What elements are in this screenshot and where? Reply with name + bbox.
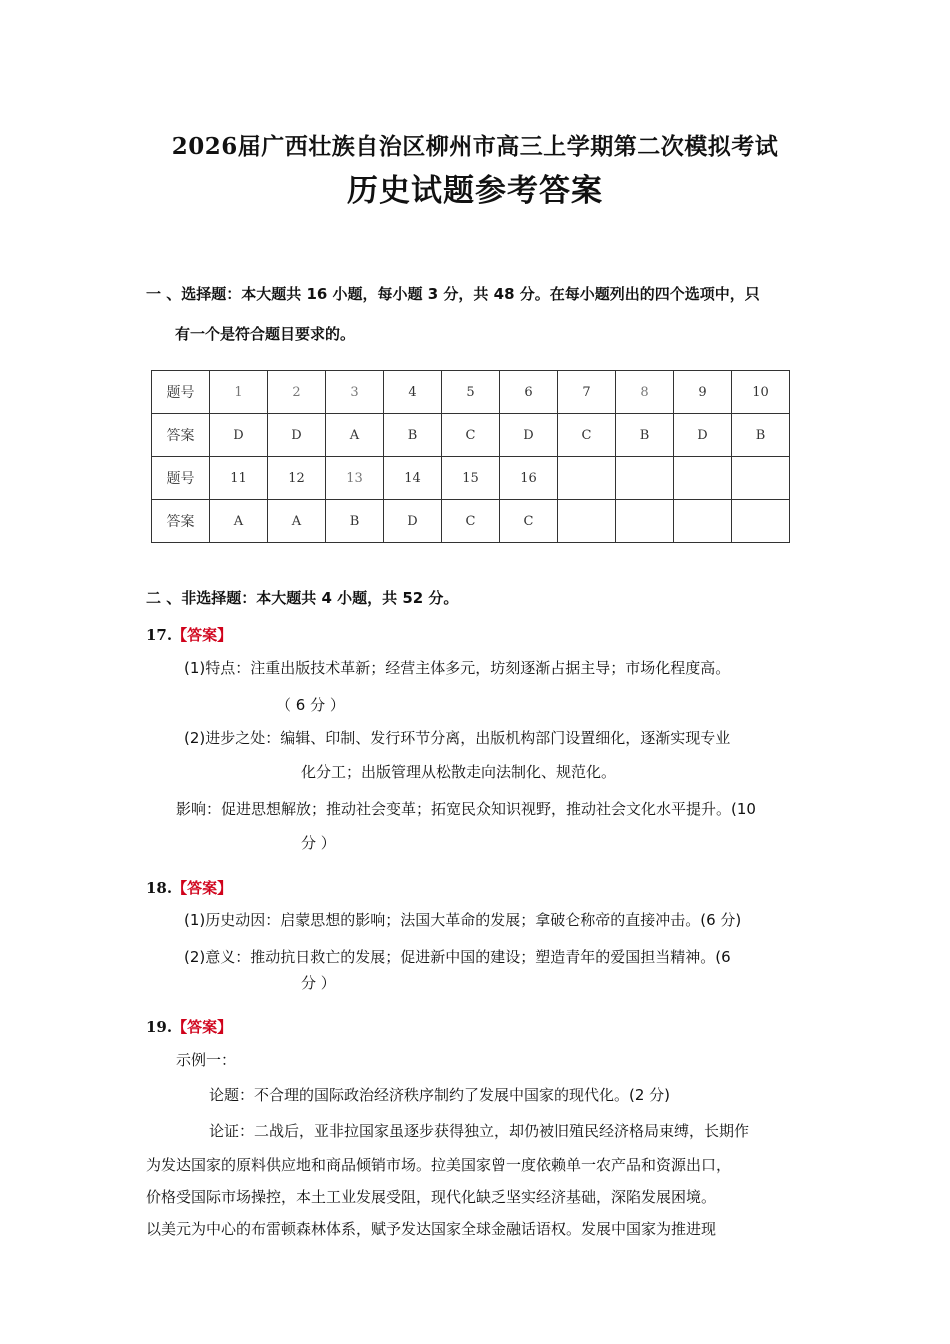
q19-line-5: 价格受国际市场操控，本土工业发展受阻，现代化缺乏坚实经济基础，深陷发展困境。 xyxy=(146,1188,717,1206)
answer-table xyxy=(151,370,790,543)
table-row xyxy=(152,414,790,457)
table-cell: 14 xyxy=(384,457,442,500)
table-cell: 16 xyxy=(500,457,558,500)
page-subtitle: 历史试题参考答案 xyxy=(347,173,603,209)
table-row xyxy=(152,500,790,543)
table-cell xyxy=(558,457,616,500)
question-number: 17. xyxy=(146,626,173,644)
table-row xyxy=(152,371,790,414)
q17-line-3: (2)进步之处：编辑、印制、发行环节分离，出版机构部门设置细化，逐渐实现专业 xyxy=(184,729,731,747)
table-cell: C xyxy=(558,414,616,457)
q19-line-2: 论题：不合理的国际政治经济秩序制约了发展中国家的现代化。(2 分) xyxy=(209,1086,671,1104)
table-cell: D xyxy=(384,500,442,543)
q17-line-6: 分 ） xyxy=(301,834,336,852)
q18-line-2: (2)意义：推动抗日救亡的发展；促进新中国的建设；塑造青年的爱国担当精神。(6 xyxy=(184,948,731,966)
question-18-label xyxy=(146,877,232,898)
table-cell: B xyxy=(616,414,674,457)
table-cell: 11 xyxy=(210,457,268,500)
table-cell: C xyxy=(442,500,500,543)
table-cell: 3 xyxy=(326,371,384,414)
page-title: 2026届广西壮族自治区柳州市高三上学期第二次模拟考试 xyxy=(171,133,779,160)
table-cell: 10 xyxy=(732,371,790,414)
table-cell: D xyxy=(210,414,268,457)
table-cell: 7 xyxy=(558,371,616,414)
question-19-label xyxy=(146,1016,232,1037)
section2-heading: 二 、非选择题：本大题共 4 小题，共 52 分。 xyxy=(146,589,459,607)
table-cell: D xyxy=(500,414,558,457)
q17-line-4: 化分工；出版管理从松散走向法制化、规范化。 xyxy=(301,763,617,781)
q17-line-5: 影响：促进思想解放；推动社会变革；拓宽民众知识视野，推动社会文化水平提升。(10 xyxy=(176,800,756,818)
table-cell: D xyxy=(674,414,732,457)
q19-line-1: 示例一： xyxy=(176,1051,237,1069)
table-cell: A xyxy=(268,500,326,543)
table-header-cell: 答案 xyxy=(152,500,210,543)
table-cell: D xyxy=(268,414,326,457)
question-number: 19. xyxy=(146,1018,173,1036)
table-cell: 15 xyxy=(442,457,500,500)
q17-line-1: (1)特点：注重出版技术革新；经营主体多元，坊刻逐渐占据主导；市场化程度高。 xyxy=(184,659,731,677)
table-cell: A xyxy=(326,414,384,457)
table-cell: 1 xyxy=(210,371,268,414)
q19-line-6: 以美元为中心的布雷顿森林体系，赋予发达国家全球金融话语权。发展中国家为推进现 xyxy=(146,1220,717,1238)
table-cell: 4 xyxy=(384,371,442,414)
table-cell: B xyxy=(384,414,442,457)
section1-heading: 一 、选择题：本大题共 16 小题，每小题 3 分，共 48 分。在每小题列出的四个选项中，只 xyxy=(146,285,760,303)
table-cell xyxy=(616,457,674,500)
table-cell: C xyxy=(442,414,500,457)
q19-line-3: 论证：二战后，亚非拉国家虽逐步获得独立，却仍被旧殖民经济格局束缚，长期作 xyxy=(209,1122,750,1140)
table-cell: 6 xyxy=(500,371,558,414)
table-header-cell: 答案 xyxy=(152,414,210,457)
question-17-label xyxy=(146,624,232,645)
q18-line-3: 分 ） xyxy=(301,974,336,992)
question-number: 18. xyxy=(146,879,173,897)
table-cell: C xyxy=(500,500,558,543)
answer-tag: 【答案】 xyxy=(172,1018,233,1036)
table-cell xyxy=(616,500,674,543)
answer-tag: 【答案】 xyxy=(172,626,233,644)
q19-line-4: 为发达国家的原料供应地和商品倾销市场。拉美国家曾一度依赖单一农产品和资源出口， xyxy=(146,1156,732,1174)
table-cell: 12 xyxy=(268,457,326,500)
table-cell: A xyxy=(210,500,268,543)
table-cell: 5 xyxy=(442,371,500,414)
table-cell: B xyxy=(326,500,384,543)
table-header-cell: 题号 xyxy=(152,371,210,414)
q18-line-1: (1)历史动因：启蒙思想的影响；法国大革命的发展；拿破仑称帝的直接冲击。(6 分) xyxy=(184,911,742,929)
table-cell: 2 xyxy=(268,371,326,414)
table-cell: 8 xyxy=(616,371,674,414)
q17-line-2: （ 6 分 ） xyxy=(276,696,345,714)
table-header-cell: 题号 xyxy=(152,457,210,500)
answer-tag: 【答案】 xyxy=(172,879,233,897)
table-cell xyxy=(732,500,790,543)
section1-heading-cont: 有一个是符合题目要求的。 xyxy=(175,325,356,343)
table-cell: 13 xyxy=(326,457,384,500)
table-row xyxy=(152,457,790,500)
table-cell xyxy=(558,500,616,543)
table-cell xyxy=(732,457,790,500)
table-cell: B xyxy=(732,414,790,457)
table-cell: 9 xyxy=(674,371,732,414)
table-cell xyxy=(674,457,732,500)
table-cell xyxy=(674,500,732,543)
